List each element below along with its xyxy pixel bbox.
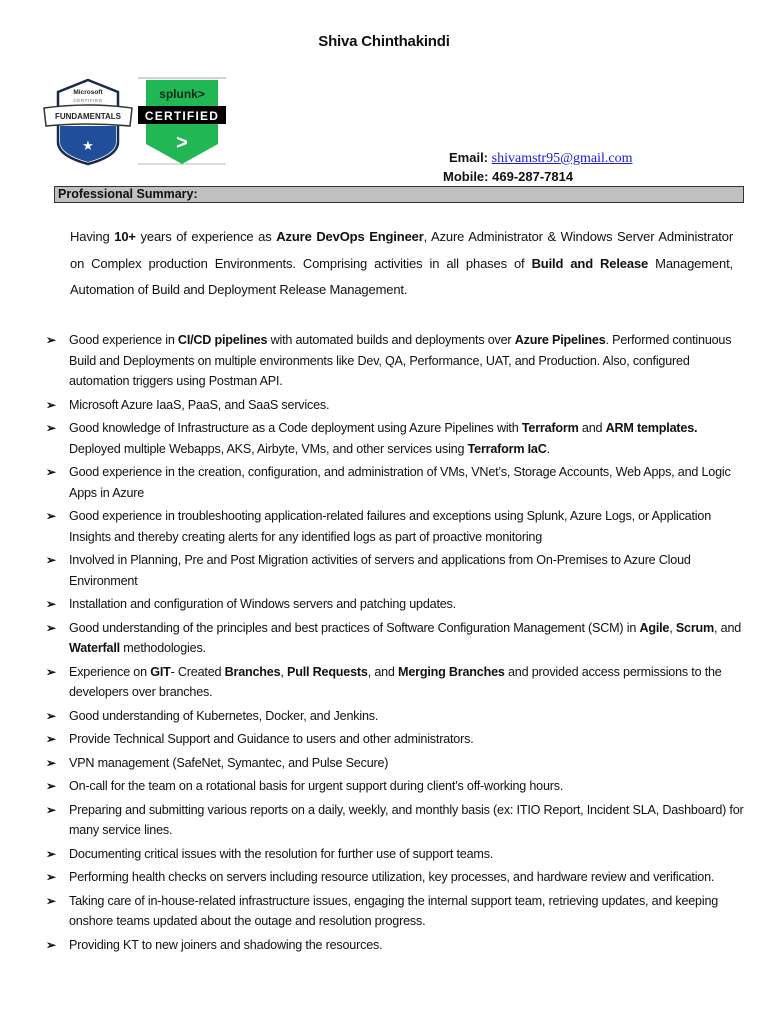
bullet-item — [46, 891, 746, 932]
bold-text: Scrum — [675, 620, 715, 635]
arrow-bullet-icon: ➢ — [46, 755, 56, 770]
bullet-item — [46, 550, 746, 591]
splunk-ribbon: CERTIFIED — [144, 109, 220, 123]
text: Deployed multiple Webapps, AKS, Airbyte, VMs, and other services using — [69, 441, 468, 456]
text: Good understanding of the principles and best practices of Software Configuration Management (SCM) in — [69, 620, 640, 635]
bullet-item — [46, 418, 746, 459]
text: . Performed continuous Build and Deployments on multiple environments like Dev, QA, Performance, UAT, and Production. Also, configured automation triggers using Postman API. — [69, 333, 732, 388]
text: Good understanding of Kubernetes, Docker, and Jenkins. — [69, 708, 379, 723]
mobile-number: 469-287-7814 — [492, 169, 574, 184]
text: - Created — [170, 664, 225, 679]
bullet-item — [46, 844, 746, 865]
microsoft-certified-badge-icon — [40, 78, 136, 166]
bold-text: GIT — [150, 664, 171, 679]
text: VPN management (SafeNet, Symantec, and Pulse Secure) — [69, 755, 389, 770]
text: Installation and configuration of Windows servers and patching updates. — [69, 597, 456, 611]
arrow-bullet-icon: ➢ — [46, 421, 56, 435]
text: Providing KT to new joiners and shadowing the resources. — [69, 937, 383, 952]
bullet-item — [46, 753, 746, 774]
arrow-bullet-icon: ➢ — [46, 937, 56, 952]
text: Good knowledge of Infrastructure as a Code deployment using Azure Pipelines with — [69, 421, 522, 435]
bullet-item — [46, 506, 746, 547]
text: , and — [714, 620, 742, 635]
text: Provide Technical Support and Guidance to users and other administrators. — [69, 732, 474, 746]
text: Having — [70, 229, 115, 244]
mobile-line — [443, 169, 573, 184]
arrow-bullet-icon: ➢ — [46, 597, 56, 611]
candidate-name: Shiva Chinthakindi — [318, 33, 450, 50]
bold-text: ARM templates. — [605, 421, 698, 435]
bold-text: Pull Requests — [287, 664, 368, 679]
arrow-bullet-icon: ➢ — [46, 620, 56, 635]
email-label: Email: — [449, 150, 489, 165]
bullet-item — [46, 330, 746, 392]
bold-text: 10+ — [114, 229, 136, 244]
email-link[interactable]: shivamstr95@gmail.com — [491, 151, 633, 166]
bold-text: Waterfall — [69, 641, 120, 655]
section-header-professional-summary — [54, 186, 744, 203]
arrow-bullet-icon: ➢ — [46, 779, 56, 793]
text: years of experience as — [135, 229, 277, 244]
arrow-bullet-icon: ➢ — [46, 732, 56, 746]
bullet-item — [46, 618, 746, 659]
text: Good experience in the creation, configuration, and administration of VMs, VNet’s, Storage Accounts, Web Apps, and Logic Apps in Azure — [69, 465, 731, 500]
bullet-item — [46, 776, 746, 797]
text: Involved in Planning, Pre and Post Migration activities of servers and applications from On-Premises to Azure Cloud Environment — [69, 553, 691, 588]
splunk-logo: splunk> — [159, 87, 205, 101]
text: . — [546, 441, 550, 456]
text: methodologies. — [119, 641, 206, 655]
text: Management, Automation of Build and Deployment Release Management. — [70, 255, 733, 297]
arrow-bullet-icon: ➢ — [46, 509, 56, 523]
bold-text: Build and Release — [531, 255, 649, 271]
email-line — [449, 150, 632, 167]
text: , — [280, 664, 288, 679]
text: and provided access permissions to the developers over branches. — [69, 664, 722, 699]
experience-bullet-list — [46, 330, 746, 958]
text: , — [669, 620, 676, 635]
arrow-bullet-icon: ➢ — [46, 397, 56, 412]
bold-text: Merging Branches — [398, 664, 505, 679]
arrow-bullet-icon: ➢ — [46, 870, 56, 884]
bullet-item — [46, 706, 746, 727]
text: with automated builds and deployments over — [267, 333, 515, 347]
bold-text: Branches — [224, 664, 281, 679]
splunk-chevron: > — [176, 132, 188, 154]
bold-text: Agile — [639, 620, 670, 635]
text: Taking care of in-house-related infrastructure issues, engaging the internal support team, retrieving updates, and keeping onshore teams updated about the outage and resolution progress. — [69, 893, 719, 928]
arrow-bullet-icon: ➢ — [46, 465, 56, 479]
arrow-bullet-icon: ➢ — [46, 553, 56, 567]
text: and — [578, 421, 606, 435]
arrow-bullet-icon: ➢ — [46, 846, 56, 861]
arrow-bullet-icon: ➢ — [46, 333, 56, 347]
text: Preparing and submitting various reports on a daily, weekly, and monthly basis (ex: ITIO Report, Incident SLA, Dashboard) for many service lines. — [69, 802, 744, 837]
bold-text: CI/CD pipelines — [177, 333, 268, 347]
text: Microsoft Azure IaaS, PaaS, and SaaS services. — [69, 397, 330, 412]
svg-text:★: ★ — [82, 138, 94, 153]
bullet-item — [46, 662, 746, 703]
ms-ribbon: FUNDAMENTALS — [54, 112, 122, 121]
text: , and — [367, 664, 399, 679]
section-title: Professional Summary: — [58, 187, 198, 201]
bullet-item — [46, 395, 746, 416]
text: Good experience in troubleshooting application-related failures and exceptions using Splunk, Azure Logs, or Application Insights and thereby creating alerts for any identified logs as part of proactive monitoring — [69, 509, 711, 544]
bold-text: Azure Pipelines — [514, 333, 606, 347]
text: On-call for the team on a rotational basis for urgent support during client’s off-working hours. — [69, 779, 564, 793]
ms-line1: Microsoft — [73, 89, 103, 96]
arrow-bullet-icon: ➢ — [46, 893, 56, 908]
text: , Azure Administrator & Windows Server Administrator on Complex production Environments. Comprising activities in all phases of — [70, 229, 733, 271]
bullet-item — [46, 729, 746, 750]
arrow-bullet-icon: ➢ — [46, 802, 56, 817]
bullet-item — [46, 800, 746, 841]
arrow-bullet-icon: ➢ — [46, 708, 56, 723]
bullet-item — [46, 594, 746, 615]
bullet-item — [46, 462, 746, 503]
arrow-bullet-icon: ➢ — [46, 664, 56, 679]
splunk-certified-badge-icon — [136, 76, 228, 166]
bold-text: Terraform IaC — [467, 441, 547, 456]
bold-text: Azure DevOps Engineer — [276, 229, 424, 244]
text: Documenting critical issues with the resolution for further use of support teams. — [69, 846, 494, 861]
bullet-item — [46, 867, 746, 888]
text: Good experience in — [69, 333, 178, 347]
ms-line2: CERTIFIED — [73, 98, 103, 103]
text: Performing health checks on servers including resource utilization, key processes, and hardware review and verification. — [69, 870, 715, 884]
summary-paragraph — [70, 224, 733, 304]
bullet-item — [46, 935, 746, 956]
mobile-label: Mobile: — [443, 169, 489, 184]
text: Experience on — [69, 664, 151, 679]
bold-text: Terraform — [521, 421, 579, 435]
